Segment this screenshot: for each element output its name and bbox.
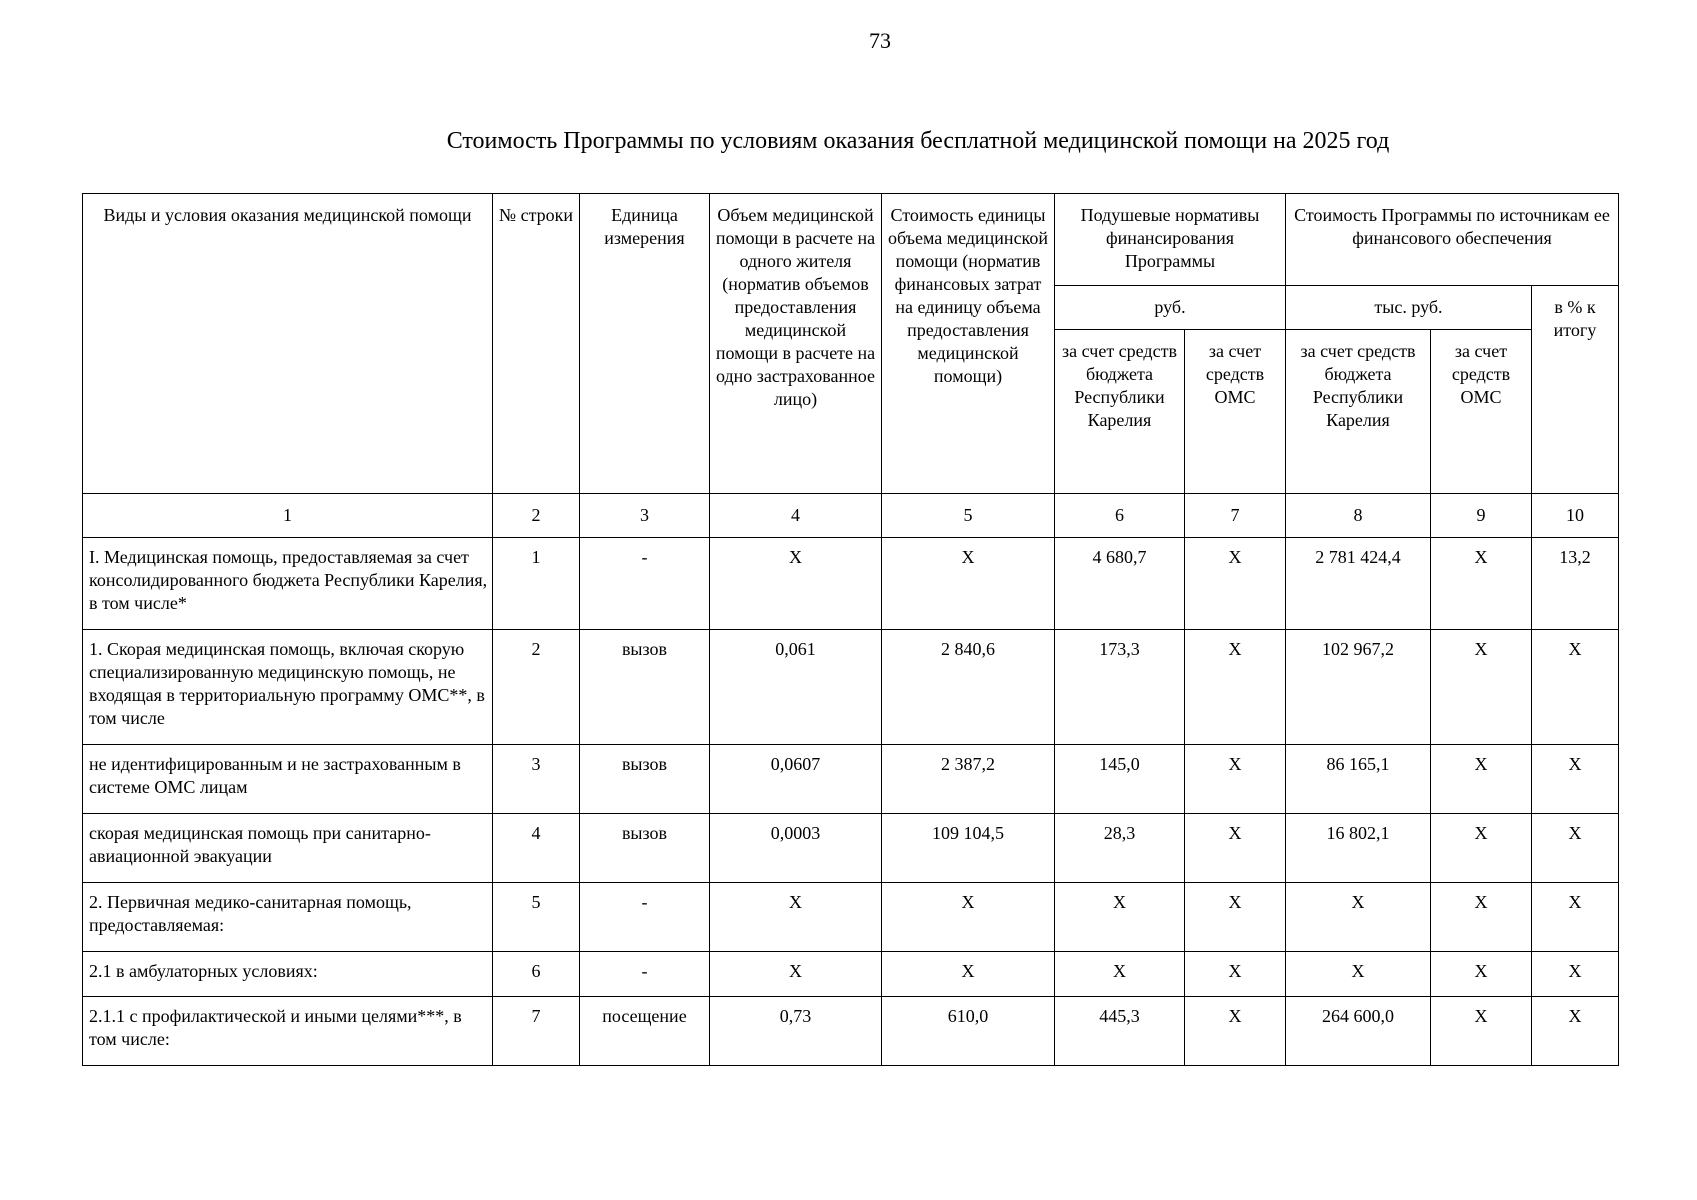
row-src-budget: 264 600,0 [1286,997,1431,1066]
header-sources-group: Стоимость Программы по источникам ее финансового обеспечения [1286,194,1619,286]
row-percent: Х [1532,814,1619,883]
table-row [83,883,1619,952]
table-row [83,745,1619,814]
row-src-budget: Х [1286,952,1431,997]
row-number: 2 [493,630,580,745]
row-pc-budget: 4 680,7 [1055,538,1185,630]
row-percent: Х [1532,997,1619,1066]
column-number: 3 [580,494,710,538]
row-volume: Х [710,538,882,630]
row-src-budget: 2 781 424,4 [1286,538,1431,630]
row-unit: вызов [580,630,710,745]
column-number: 4 [710,494,882,538]
row-pc-budget: 145,0 [1055,745,1185,814]
row-pc-oms: Х [1185,745,1286,814]
row-unit: - [580,952,710,997]
row-src-budget: 102 967,2 [1286,630,1431,745]
table-row [83,997,1619,1066]
document-title: Стоимость Программы по условиям оказания бесплатной медицинской помощи на 2025 год [446,128,1390,154]
row-number: 4 [493,814,580,883]
header-row-1 [83,194,1619,286]
row-unit-cost: 2 840,6 [882,630,1055,745]
row-name: 1. Скорая медицинская помощь, включая скорую специализированную медицинскую помощь, не входящая в территориальную программу ОМС**, в том числе [83,630,493,745]
row-unit-cost: Х [882,952,1055,997]
row-volume: 0,0003 [710,814,882,883]
row-unit: вызов [580,745,710,814]
row-src-budget: 86 165,1 [1286,745,1431,814]
table-row [83,538,1619,630]
cost-table [82,193,1619,1066]
row-pc-oms: Х [1185,883,1286,952]
row-name: 2. Первичная медико-санитарная помощь, предоставляемая: [83,883,493,952]
row-unit-cost: Х [882,538,1055,630]
row-pc-budget: Х [1055,952,1185,997]
header-row-number: № строки [493,194,580,494]
column-number: 1 [83,494,493,538]
table-row [83,952,1619,997]
row-pc-budget: 445,3 [1055,997,1185,1066]
row-name: скорая медицинская помощь при санитарно-авиационной эвакуации [83,814,493,883]
row-volume: 0,061 [710,630,882,745]
row-volume: Х [710,883,882,952]
header-unit: Единица измерения [580,194,710,494]
row-percent: Х [1532,952,1619,997]
row-src-oms: Х [1431,952,1532,997]
header-pc-oms: за счет средств ОМС [1185,330,1286,494]
row-src-budget: Х [1286,883,1431,952]
cost-table-container [82,193,1618,1066]
row-percent: Х [1532,745,1619,814]
row-unit: - [580,538,710,630]
row-name: 2.1 в амбулаторных условиях: [83,952,493,997]
column-number: 9 [1431,494,1532,538]
column-number: 10 [1532,494,1619,538]
row-pc-oms: Х [1185,538,1286,630]
column-number: 5 [882,494,1055,538]
header-src-budget: за счет средств бюджета Республики Карелия [1286,330,1431,494]
table-row [83,814,1619,883]
row-pc-oms: Х [1185,952,1286,997]
row-number: 6 [493,952,580,997]
row-name: I. Медицинская помощь, предоставляемая за счет консолидированного бюджета Республики Карелия, в том числе* [83,538,493,630]
row-volume: 0,73 [710,997,882,1066]
page-number: 73 [869,28,891,53]
row-pc-budget: Х [1055,883,1185,952]
header-unit-thousand-rub: тыс. руб. [1286,286,1532,330]
row-pc-budget: 173,3 [1055,630,1185,745]
row-volume: Х [710,952,882,997]
header-volume: Объем медицинской помощи в расчете на одного жителя (норматив объемов предоставления медицинской помощи в расчете на одно застрахованное лицо) [710,194,882,494]
row-percent: Х [1532,630,1619,745]
row-name: 2.1.1 с профилактической и иными целями***, в том числе: [83,997,493,1066]
table-row [83,630,1619,745]
column-number: 8 [1286,494,1431,538]
row-number: 5 [493,883,580,952]
header-percent-total: в % к итогу [1532,286,1619,494]
column-number: 7 [1185,494,1286,538]
row-pc-oms: Х [1185,997,1286,1066]
column-number: 6 [1055,494,1185,538]
header-unit-cost: Стоимость единицы объема медицинской помощи (норматив финансовых затрат на единицу объема предоставления медицинской помощи) [882,194,1055,494]
row-name: не идентифицированным и не застрахованным в системе ОМС лицам [83,745,493,814]
column-numbers-row [83,494,1619,538]
header-pc-budget: за счет средств бюджета Республики Карелия [1055,330,1185,494]
row-percent: 13,2 [1532,538,1619,630]
header-unit-rub: руб. [1055,286,1286,330]
row-pc-budget: 28,3 [1055,814,1185,883]
row-unit: вызов [580,814,710,883]
row-number: 7 [493,997,580,1066]
row-src-budget: 16 802,1 [1286,814,1431,883]
row-unit-cost: 109 104,5 [882,814,1055,883]
row-src-oms: Х [1431,883,1532,952]
row-unit-cost: Х [882,883,1055,952]
row-src-oms: Х [1431,745,1532,814]
row-pc-oms: Х [1185,814,1286,883]
row-volume: 0,0607 [710,745,882,814]
row-unit: - [580,883,710,952]
row-percent: Х [1532,883,1619,952]
column-number: 2 [493,494,580,538]
row-src-oms: Х [1431,997,1532,1066]
row-src-oms: Х [1431,814,1532,883]
row-src-oms: Х [1431,538,1532,630]
row-number: 3 [493,745,580,814]
row-number: 1 [493,538,580,630]
row-src-oms: Х [1431,630,1532,745]
header-types-of-care: Виды и условия оказания медицинской помощи [83,194,493,494]
header-src-oms: за счет средств ОМС [1431,330,1532,494]
header-per-capita-group: Подушевые нормативы финансирования Программы [1055,194,1286,286]
row-unit-cost: 2 387,2 [882,745,1055,814]
row-unit-cost: 610,0 [882,997,1055,1066]
row-unit: посещение [580,997,710,1066]
row-pc-oms: Х [1185,630,1286,745]
